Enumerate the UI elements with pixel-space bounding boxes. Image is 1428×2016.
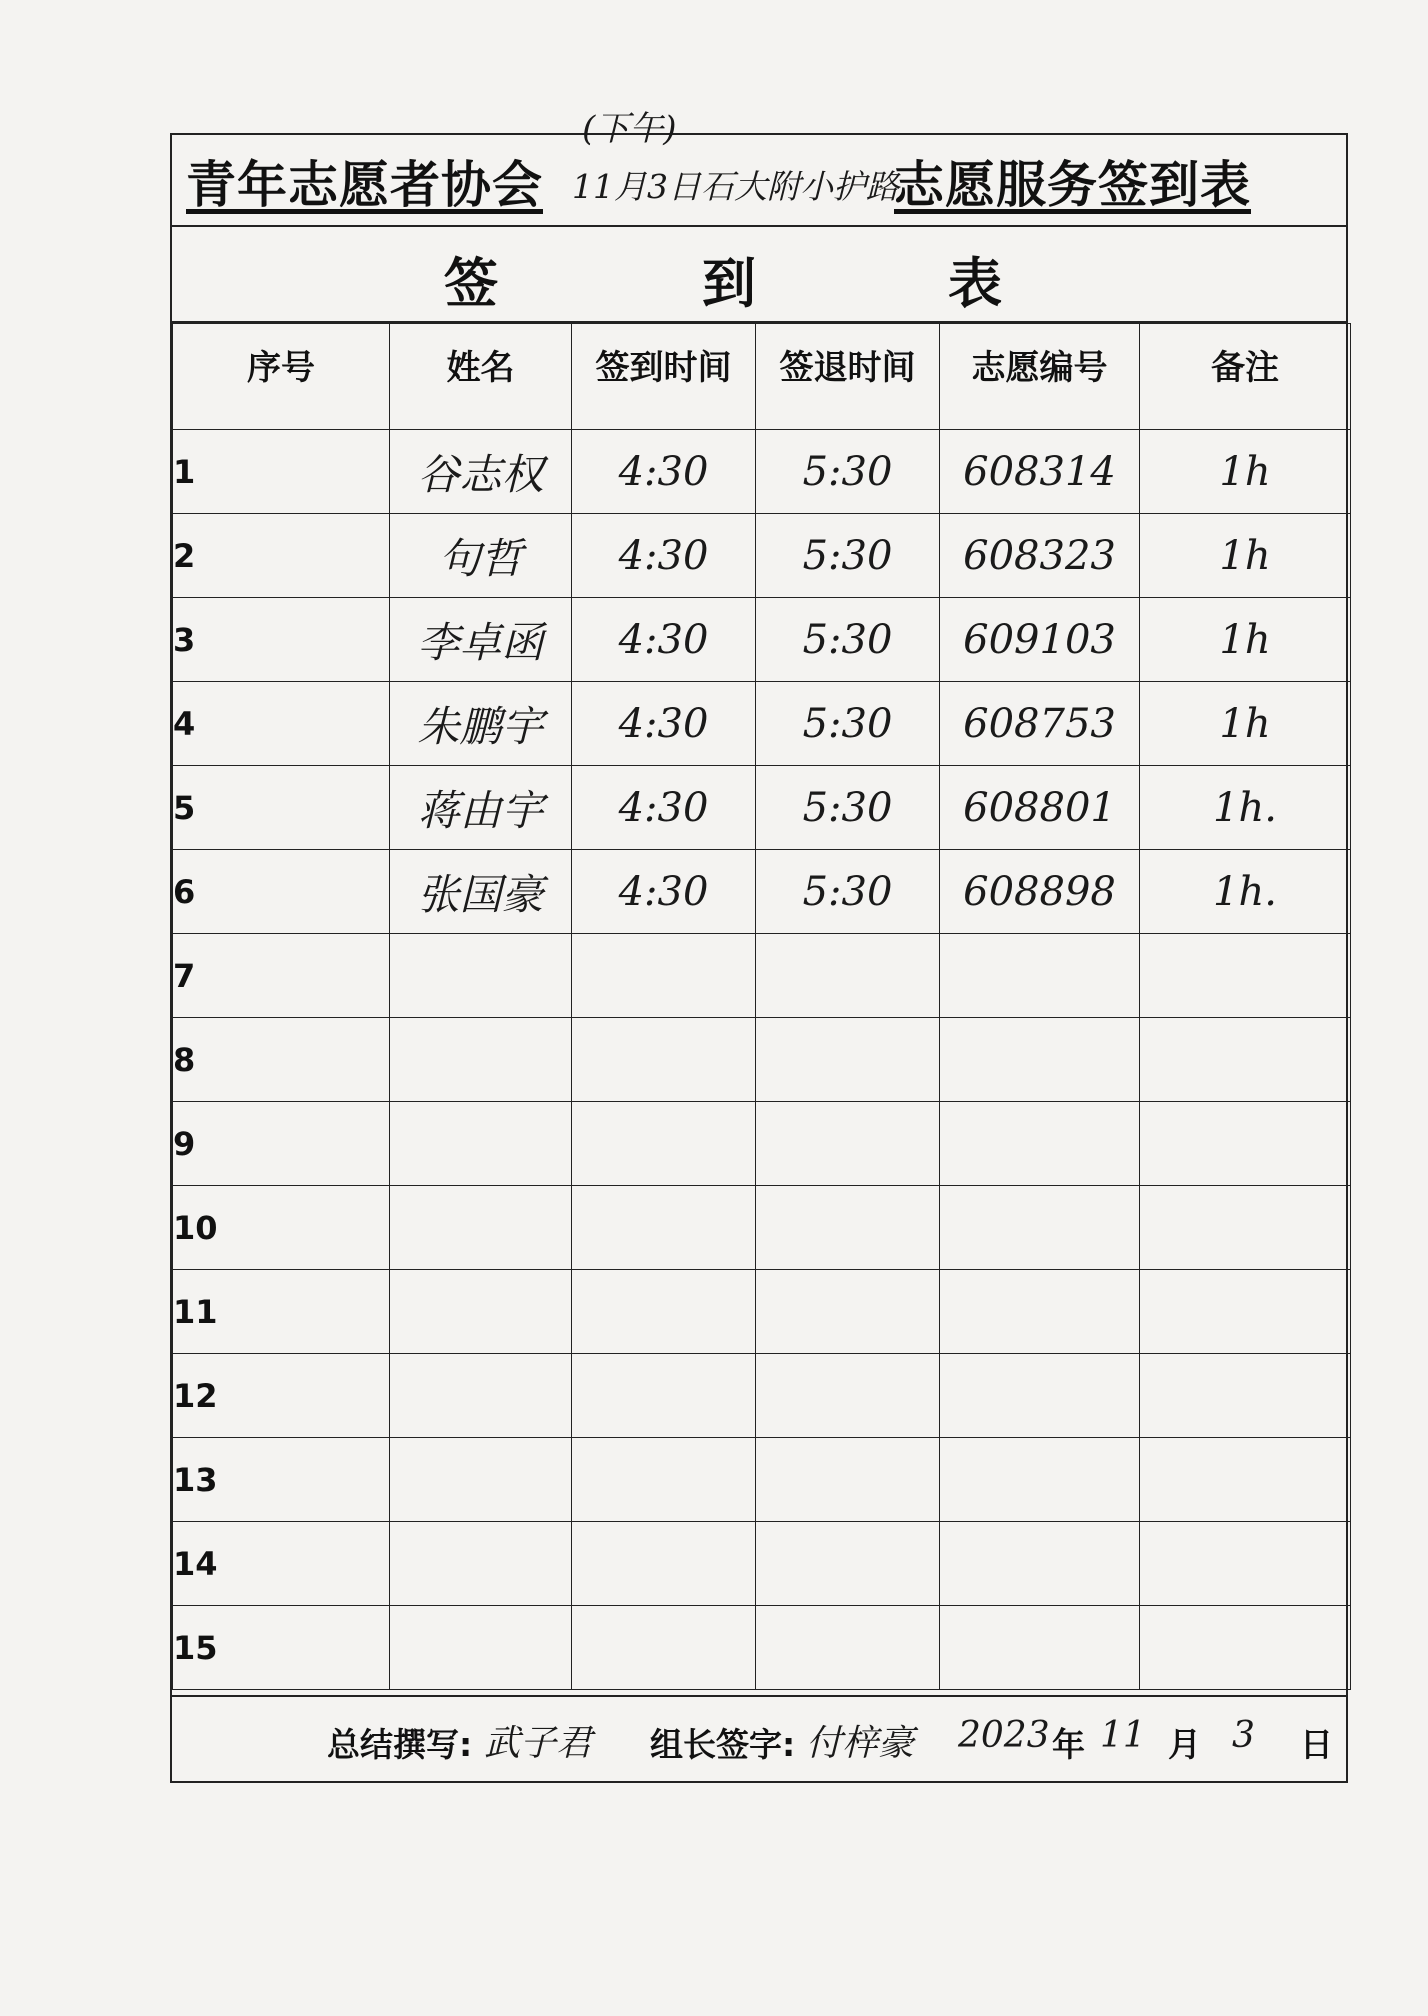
leader-signature: 付梓豪	[806, 1723, 915, 1764]
note	[1140, 1354, 1351, 1438]
volunteer-id	[940, 1438, 1140, 1522]
row-number: 2	[173, 514, 390, 598]
table-row	[173, 850, 1351, 934]
volunteer-name: 谷志权	[390, 430, 572, 514]
table-row	[173, 1270, 1351, 1354]
sign-out-time	[756, 1018, 940, 1102]
note: 1h.	[1140, 766, 1351, 850]
row-number: 9	[173, 1102, 390, 1186]
volunteer-name: 李卓函	[390, 598, 572, 682]
volunteer-id	[940, 1186, 1140, 1270]
volunteer-id	[940, 1522, 1140, 1606]
note	[1140, 1522, 1351, 1606]
sign-out-time	[756, 1186, 940, 1270]
note	[1140, 1270, 1351, 1354]
volunteer-name	[390, 934, 572, 1018]
row-number: 3	[173, 598, 390, 682]
note	[1140, 1102, 1351, 1186]
note: 1h	[1140, 430, 1351, 514]
row-number: 6	[173, 850, 390, 934]
row-number: 11	[173, 1270, 390, 1354]
table-row	[173, 1186, 1351, 1270]
row-number: 5	[173, 766, 390, 850]
subtitle-char-3: 表	[948, 252, 1002, 315]
volunteer-id: 608753	[940, 682, 1140, 766]
note	[1140, 1018, 1351, 1102]
note: 1h	[1140, 682, 1351, 766]
volunteer-name: 蒋由宇	[390, 766, 572, 850]
table-row	[173, 682, 1351, 766]
date-month: 11	[1100, 1715, 1146, 1756]
sign-in-form	[170, 109, 1348, 1783]
table-row	[173, 430, 1351, 514]
volunteer-name: 张国豪	[390, 850, 572, 934]
volunteer-id: 608314	[940, 430, 1140, 514]
date-year: 2023	[958, 1715, 1050, 1756]
sign-out-time	[756, 934, 940, 1018]
footer	[172, 1695, 1346, 1781]
volunteer-name	[390, 1438, 572, 1522]
volunteer-id	[940, 1606, 1140, 1690]
sign-out-time	[756, 1354, 940, 1438]
day-unit: 日	[1300, 1725, 1333, 1764]
volunteer-name	[390, 1522, 572, 1606]
header-volunteer-id: 志愿编号	[940, 324, 1140, 430]
sign-out-time	[756, 1438, 940, 1522]
volunteer-id	[940, 1270, 1140, 1354]
sign-out-time: 5:30	[756, 514, 940, 598]
volunteer-id: 608898	[940, 850, 1140, 934]
volunteer-name: 句哲	[390, 514, 572, 598]
title-band	[172, 109, 1346, 227]
table-row	[173, 1354, 1351, 1438]
volunteer-name	[390, 1354, 572, 1438]
sign-in-time: 4:30	[572, 430, 756, 514]
table-row	[173, 598, 1351, 682]
sign-in-time: 4:30	[572, 598, 756, 682]
sign-in-table	[172, 323, 1351, 1690]
table-row	[173, 1018, 1351, 1102]
sign-out-time: 5:30	[756, 850, 940, 934]
sign-in-time: 4:30	[572, 850, 756, 934]
note	[1140, 1186, 1351, 1270]
sign-in-time	[572, 1186, 756, 1270]
subtitle-char-1: 签	[444, 252, 498, 315]
volunteer-name: 朱鹏宇	[390, 682, 572, 766]
volunteer-id	[940, 1102, 1140, 1186]
volunteer-id	[940, 1018, 1140, 1102]
header-no: 序号	[173, 324, 390, 430]
header-name: 姓名	[390, 324, 572, 430]
sign-out-time: 5:30	[756, 598, 940, 682]
month-unit: 月	[1168, 1725, 1201, 1764]
sign-in-time	[572, 934, 756, 1018]
volunteer-name	[390, 1186, 572, 1270]
summary-signature: 武子君	[484, 1723, 593, 1764]
header-note: 备注	[1140, 324, 1351, 430]
row-number: 12	[173, 1354, 390, 1438]
date-day: 3	[1232, 1715, 1255, 1756]
volunteer-id	[940, 934, 1140, 1018]
sign-out-time: 5:30	[756, 430, 940, 514]
sign-in-time	[572, 1606, 756, 1690]
year-unit: 年	[1052, 1725, 1085, 1764]
subtitle-char-2: 到	[702, 252, 756, 315]
sign-in-time	[572, 1018, 756, 1102]
form-title-suffix: 志愿服务签到表	[894, 156, 1251, 214]
header-row	[173, 324, 1351, 430]
sign-in-time: 4:30	[572, 766, 756, 850]
sign-in-time	[572, 1438, 756, 1522]
row-number: 8	[173, 1018, 390, 1102]
table-row	[173, 1102, 1351, 1186]
sign-in-time	[572, 1354, 756, 1438]
sign-out-time	[756, 1270, 940, 1354]
header-sign-in-time: 签到时间	[572, 324, 756, 430]
note	[1140, 1438, 1351, 1522]
sign-in-time	[572, 1102, 756, 1186]
volunteer-id	[940, 1354, 1140, 1438]
table-row	[173, 766, 1351, 850]
volunteer-name	[390, 1270, 572, 1354]
table-row	[173, 1606, 1351, 1690]
volunteer-name	[390, 1606, 572, 1690]
row-number: 1	[173, 430, 390, 514]
sign-out-time	[756, 1606, 940, 1690]
org-title: 青年志愿者协会	[186, 156, 543, 214]
volunteer-id: 608323	[940, 514, 1140, 598]
note: 1h	[1140, 514, 1351, 598]
subtitle-band	[172, 227, 1346, 323]
volunteer-id: 609103	[940, 598, 1140, 682]
sign-in-time: 4:30	[572, 514, 756, 598]
row-number: 15	[173, 1606, 390, 1690]
leader-label: 组长签字:	[650, 1725, 796, 1764]
row-number: 14	[173, 1522, 390, 1606]
header-sign-out-time: 签退时间	[756, 324, 940, 430]
table-row	[173, 514, 1351, 598]
note	[1140, 1606, 1351, 1690]
sign-out-time: 5:30	[756, 766, 940, 850]
note	[1140, 934, 1351, 1018]
summary-label: 总结撰写:	[327, 1725, 473, 1764]
row-number: 13	[173, 1438, 390, 1522]
handwritten-time-note: (下午)	[582, 109, 677, 149]
sign-out-time: 5:30	[756, 682, 940, 766]
handwritten-event: 11月3日石大附小护路	[572, 167, 899, 206]
sign-in-time	[572, 1270, 756, 1354]
row-number: 10	[173, 1186, 390, 1270]
row-number: 4	[173, 682, 390, 766]
volunteer-name	[390, 1018, 572, 1102]
sign-in-time	[572, 1522, 756, 1606]
table-row	[173, 1438, 1351, 1522]
note: 1h.	[1140, 850, 1351, 934]
sign-out-time	[756, 1102, 940, 1186]
volunteer-name	[390, 1102, 572, 1186]
sign-out-time	[756, 1522, 940, 1606]
row-number: 7	[173, 934, 390, 1018]
table-row	[173, 934, 1351, 1018]
note: 1h	[1140, 598, 1351, 682]
table-row	[173, 1522, 1351, 1606]
volunteer-id: 608801	[940, 766, 1140, 850]
sign-in-time: 4:30	[572, 682, 756, 766]
